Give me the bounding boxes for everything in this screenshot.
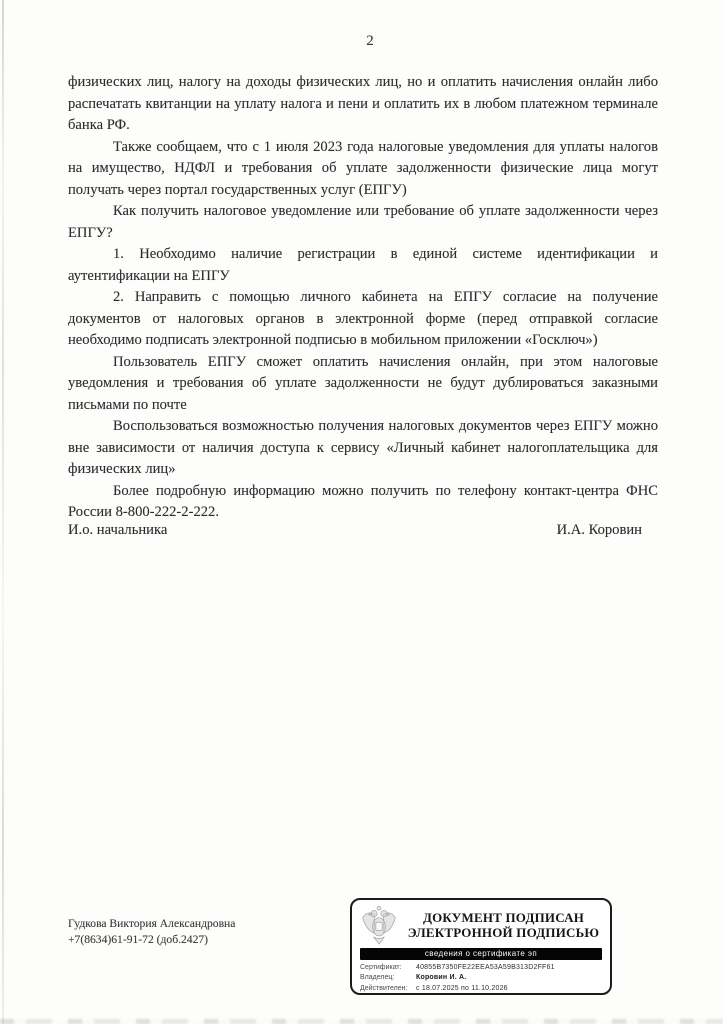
body-paragraph: 2. Направить с помощью личного кабинета на ЕПГУ согласие на получение документов от налоговых органов в электронной форме (перед отправкой согласие необходимо подписать электронной подписью в мобильном приложении «Госключ») xyxy=(68,289,658,348)
validity-value: с 18.07.2025 по 11.10.2026 xyxy=(416,984,508,992)
stamp-header xyxy=(359,904,603,946)
body-paragraph: 1. Необходимо наличие регистрации в единой системе идентификации и аутентификации на ЕПГУ xyxy=(68,246,658,284)
electronic-signature-stamp xyxy=(350,898,612,995)
signatory-name: И.А. Коровин xyxy=(556,522,642,538)
stamp-title-line1: ДОКУМЕНТ ПОДПИСАН xyxy=(422,909,585,925)
body-paragraph: Как получить налоговое уведомление или требование об уплате задолженности через ЕПГУ? xyxy=(68,203,658,241)
body-paragraph: Пользователь ЕПГУ сможет оплатить начисления онлайн, при этом налоговые уведомления и требования об уплате задолженности не будут дублироваться заказными письмами по почте xyxy=(68,353,658,413)
owner-label: Владелец: xyxy=(360,974,395,982)
certificate-label: Сертификат: xyxy=(360,964,402,971)
certificate-row xyxy=(360,963,602,973)
certificate-details xyxy=(359,963,603,994)
owner-row xyxy=(360,973,602,983)
body-paragraph: Более подробную информацию можно получить по телефону контакт-центра ФНС России 8-800-222-2-222. xyxy=(68,482,658,520)
contact-name: Гудкова Виктория Александровна xyxy=(68,917,236,930)
validity-row xyxy=(360,984,602,994)
certificate-info-bar xyxy=(360,948,602,960)
contact-phone: +7(8634)61-91-72 (доб.2427) xyxy=(68,933,209,946)
scan-edge-artifact-bottom xyxy=(0,1019,723,1024)
body-paragraph: Воспользоваться возможностью получения налоговых документов через ЕПГУ можно вне зависимости от наличия доступа к сервису «Личный кабинет налогоплательщика для физических лиц» xyxy=(68,418,658,477)
russia-coat-of-arms-icon xyxy=(359,904,399,946)
body-paragraph: физических лиц, налогу на доходы физических лиц, но и оплатить начисления онлайн либо распечатать квитанции на уплату налога и пени и оплатить их в любом платежном терминале банка РФ. xyxy=(68,74,658,133)
owner-value: Коровин И. А. xyxy=(416,974,467,982)
scan-edge-artifact-left xyxy=(2,0,4,1024)
stamp-title-line2: ЭЛЕКТРОННОЙ ПОДПИСЬЮ xyxy=(407,925,600,940)
validity-label: Действителен: xyxy=(360,984,408,992)
page-number: 2 xyxy=(366,33,374,49)
body-paragraph: Также сообщаем, что с 1 июля 2023 года налоговые уведомления для уплаты налогов на имущество, НДФЛ и требования об уплате задолженности физические лица могут получать через портал государственных услуг (ЕПГУ) xyxy=(68,138,658,198)
letter-body xyxy=(68,72,658,524)
certificate-info-bar-label: сведения о сертификате эп xyxy=(424,949,538,958)
stamp-title xyxy=(404,910,603,941)
signatory-title: И.о. начальника xyxy=(68,522,168,538)
signature-row xyxy=(68,522,658,539)
executor-contact xyxy=(68,916,235,948)
certificate-value: 40855B7350FE22EEA53A59B313D2FF61 xyxy=(416,964,555,971)
